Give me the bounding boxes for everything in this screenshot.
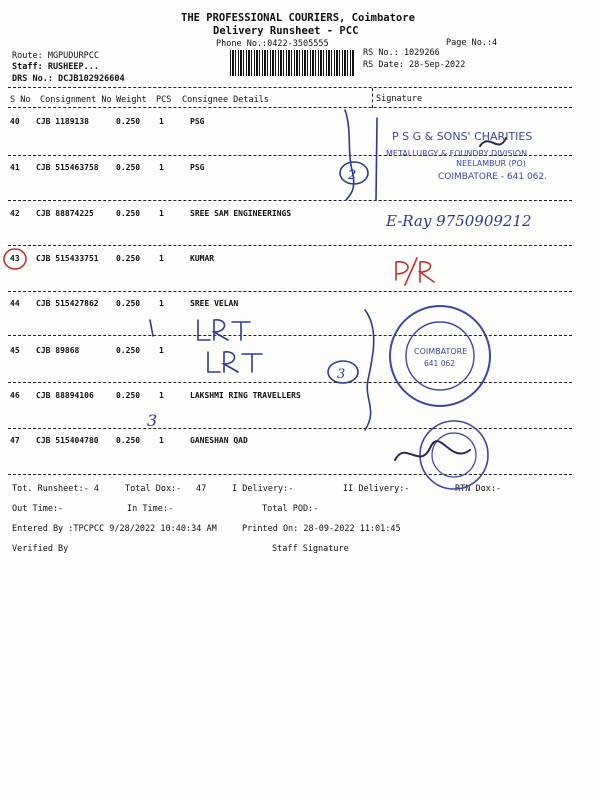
row-pcs: 1 [159,254,164,263]
row-weight: 0.250 [116,299,141,308]
stamp1-line4: COIMBATORE - 641 062. [438,172,547,182]
phone-number: Phone No.:0422-3505555 [216,39,329,49]
lrt-handwriting-1 [198,320,250,340]
row-consignment: CJB 88894106 [36,391,94,400]
stamp1-line3: NEELAMBUR (PO) [456,159,526,168]
col-signature: Signature [376,94,423,104]
col-consignment: Consignment No [40,95,112,105]
circled-2-text: 2 [348,168,357,183]
tot-runsheet: Tot. Runsheet:- 4 [12,484,99,494]
handwritten-1 [150,320,153,336]
staff: Staff: RUSHEEP... [12,62,99,72]
row-consignee: SREE SAM ENGINEERINGS [190,209,292,218]
row-weight: 0.250 [116,346,141,355]
stamp1-line1: P S G & SONS' CHARITIES [392,130,533,143]
seal-bottom-outer [420,421,488,489]
seal-center-text: COIMBATORE [414,347,468,356]
row-consignment: CJB 89868 [36,346,80,355]
row-sno: 44 [10,299,20,308]
row-consignment: CJB 88874225 [36,209,94,218]
col-weight: Weight [116,95,147,105]
row-weight: 0.250 [116,254,141,263]
row-pcs: 1 [159,163,164,172]
row-weight: 0.250 [116,209,141,218]
row-consignee: KUMAR [190,254,215,263]
round-seal-inner [406,322,474,390]
seal-pin-text: 641 062 [424,359,456,368]
row-weight: 0.250 [116,436,141,445]
i-delivery: I Delivery:- [232,484,294,494]
row-consignee: PSG [190,117,205,126]
row-consignee: LAKSHMI RING TRAVELLERS [190,391,301,400]
total-dox-value: 47 [196,484,207,494]
row-sno: 46 [10,391,20,400]
row-consignment: CJB 515404780 [36,436,99,445]
row-consignee: GANESHAN QAD [190,436,248,445]
seal-bottom-inner [432,433,476,477]
route: Route: MGPUDURPCC [12,51,99,61]
col-pcs: PCS [156,95,172,105]
row-pcs: 1 [159,391,164,400]
row-pcs: 1 [159,209,164,218]
brace-mark [365,310,374,430]
staff-signature: Staff Signature [272,544,349,554]
lrt-handwriting-2 [208,352,262,372]
row-sno: 40 [10,117,20,126]
row-sno: 47 [10,436,20,445]
stamp1-line2: METALLURGY & FOUNDRY DIVISION [386,149,528,158]
circled-3-text: 3 [337,367,346,382]
row-weight: 0.250 [116,391,141,400]
pr-handwriting [396,258,434,285]
verified-by: Verified By [12,544,69,554]
col-sno: S No [10,95,31,105]
rs-number: RS No.: 1029266 [363,48,440,58]
in-time: In Time:- [127,504,174,514]
row-consignment: CJB 515463758 [36,163,99,172]
printed-on: Printed On: 28-09-2022 11:01:45 [242,524,401,534]
entered-by: Entered By :TPCPCC 9/28/2022 10:40:34 AM [12,524,217,534]
drs-number: DRS No.: DCJB102926604 [12,74,125,84]
row-pcs: 1 [159,117,164,126]
row-consignee: SREE VELAN [190,299,239,308]
row-sno: 43 [10,254,20,263]
row-pcs: 1 [159,436,164,445]
rs-date: RS Date: 28-Sep-2022 [363,60,466,70]
signature-stroke [376,118,377,200]
row-consignment: CJB 515433751 [36,254,99,263]
row-consignment: CJB 1189138 [36,117,89,126]
company-title: THE PROFESSIONAL COURIERS, Coimbatore [181,12,415,24]
round-seal-outer [390,306,490,406]
row-consignment: CJB 515427862 [36,299,99,308]
total-dox-label: Total Dox:- [125,484,182,494]
row-sno: 41 [10,163,20,172]
row-consignee: PSG [190,163,205,172]
rtn-dox: RTN Dox:- [455,484,502,494]
col-consignee: Consignee Details [182,95,269,105]
row-sno: 42 [10,209,20,218]
row-pcs: 1 [159,346,164,355]
sheet-title: Delivery Runsheet - PCC [213,25,359,37]
out-time: Out Time:- [12,504,64,514]
signature-scribble-1 [345,110,357,200]
row-sno: 45 [10,346,20,355]
row-weight: 0.250 [116,117,141,126]
ii-delivery: II Delivery:- [343,484,410,494]
handwritten-3: 3 [147,411,158,430]
phone-handwriting: E-Ray 9750909212 [386,212,532,230]
circle-mark-43 [4,249,26,269]
row-pcs: 1 [159,299,164,308]
total-pod: Total POD:- [262,504,319,514]
row-weight: 0.250 [116,163,141,172]
page-number: Page No.:4 [446,38,498,48]
